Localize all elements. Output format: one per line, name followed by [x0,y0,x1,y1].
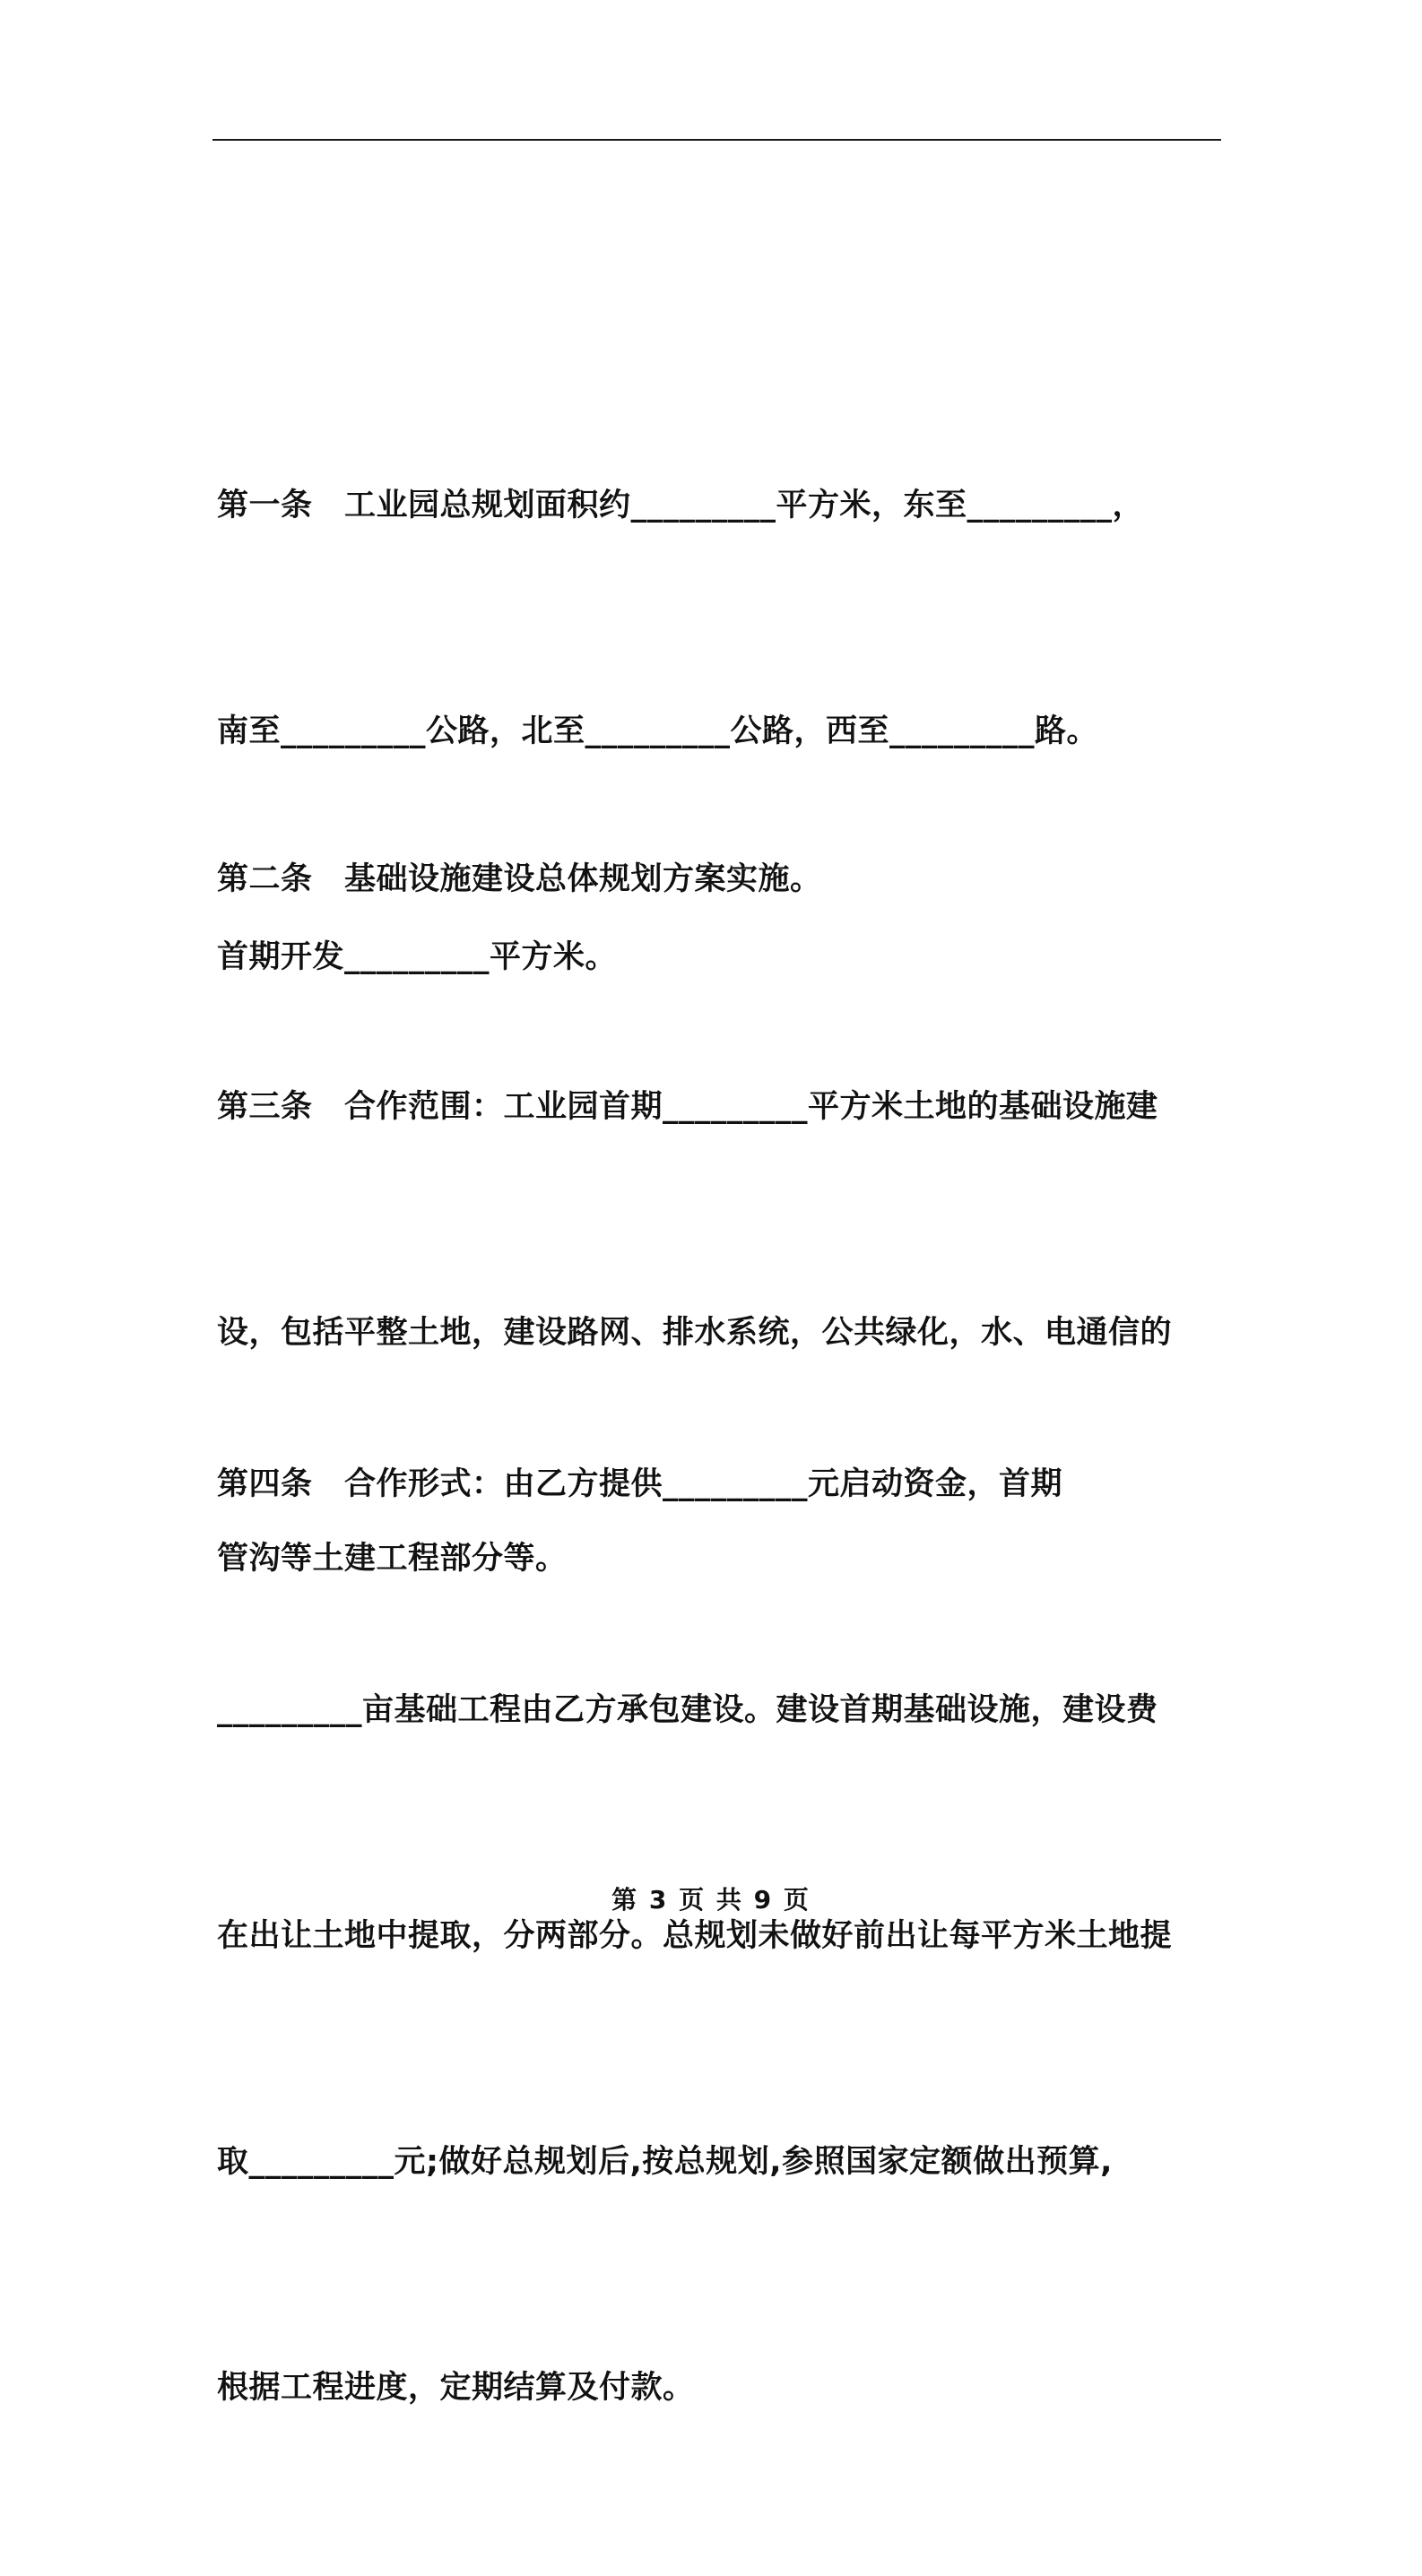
article-4-line-1: 第四条 合作形式：由乙方提供_________元启动资金，首期 [217,1466,1063,1502]
article-4-line-3: 在出让土地中提取，分两部分。总规划未做好前出让每平方米土地提 [217,1918,1173,1954]
article-4 [217,1296,1221,2576]
article-1-line-3: 首期开发_________平方米。 [217,939,618,975]
article-1-line-2: 南至_________公路，北至_________公路，西至_________路。 [217,713,1099,749]
article-3-line-2: 设，包括平整土地，建设路网、排水系统，公共绿化，水、电通信的 [217,1315,1173,1351]
article-3-line-1: 第三条 合作范围：工业园首期_________平方米土地的基础设施建 [217,1089,1158,1125]
article-4-line-4: 取_________元;做好总规划后,按总规划,参照国家定额做出预算, [217,2144,1113,2180]
article-3-line-3: 管沟等土建工程部分等。 [217,1541,568,1577]
page-footer: 第 3 页 共 9 页 [611,1885,811,1915]
article-1-line-1: 第一条 工业园总规划面积约_________平方米，东至_________， [217,488,1145,523]
article-4-line-5: 根据工程进度，定期结算及付款。 [217,2370,695,2406]
header-rule [212,139,1221,141]
article-2-line-1: 第二条 基础设施建设总体规划方案实施。 [217,861,822,897]
article-4-line-2: _________亩基础工程由乙方承包建设。建设首期基础设施，建设费 [217,1692,1158,1728]
